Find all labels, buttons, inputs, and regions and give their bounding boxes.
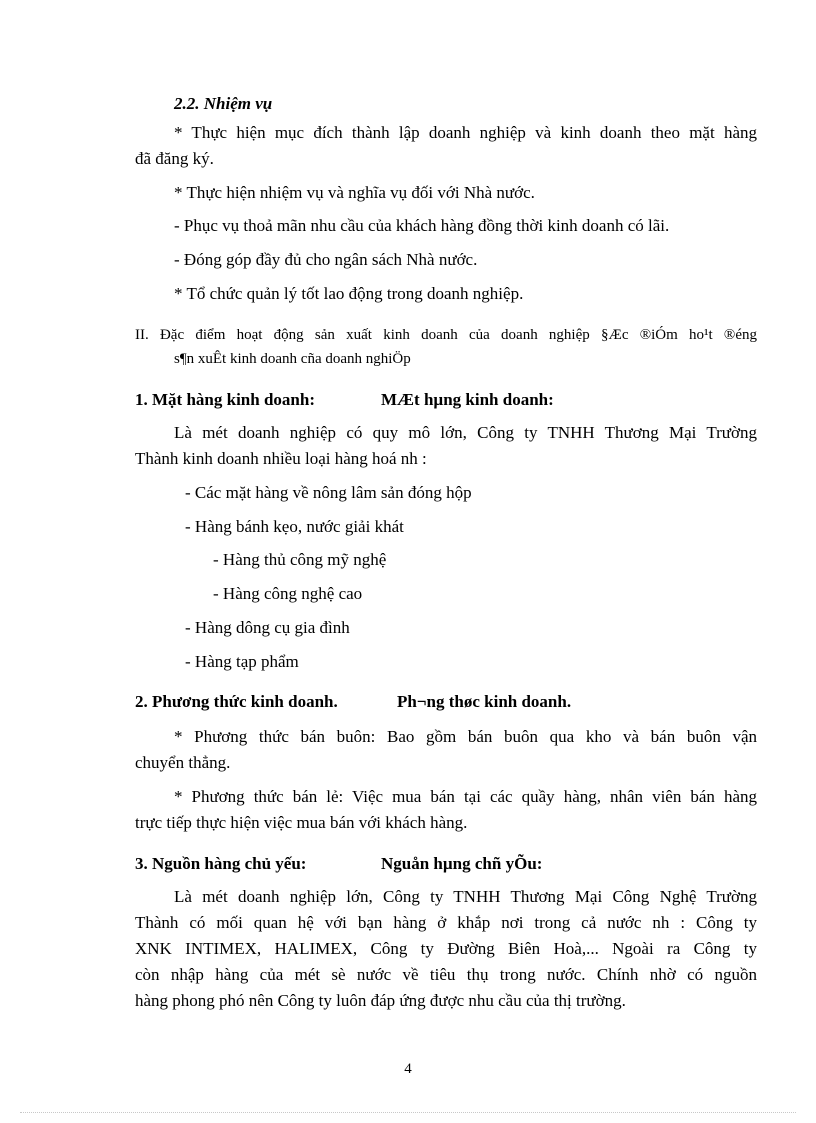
paragraph-line: chuyển thẳng.: [135, 753, 231, 772]
paragraph-line: Thành kinh doanh nhiều loại hàng hoá nh :: [135, 449, 427, 468]
paragraph-line: còn nhập hàng của mét sè nước về tiêu thụ trong nước. Chính nhờ có nguồn: [135, 965, 757, 984]
list-item: - Phục vụ thoả mãn nhu cầu của khách hàng đồng thời kinh doanh có lãi.: [174, 216, 670, 235]
paragraph-line: Là mét doanh nghiệp có quy mô lớn, Công ty TNHH Thương Mại Trường: [174, 423, 757, 442]
list-item: - Đóng góp đầy đủ cho ngân sách Nhà nước.: [174, 250, 478, 269]
page-number: 4: [404, 1061, 412, 1077]
list-item: * Tổ chức quản lý tốt lao động trong doanh nghiệp.: [174, 284, 524, 303]
list-item: - Các mặt hàng về nông lâm sản đóng hộp: [185, 483, 472, 502]
section-heading-2-garbled: Ph¬ng thøc kinh doanh.: [397, 692, 572, 711]
section-heading-1-garbled: MÆt hµng kinh doanh:: [381, 390, 554, 409]
paragraph-line: * Thực hiện mục đích thành lập doanh nghiệp và kinh doanh theo mặt hàng: [174, 123, 757, 142]
section-heading-2-2: 2.2. Nhiệm vụ: [174, 94, 273, 113]
list-item: * Thực hiện nhiệm vụ và nghĩa vụ đối với Nhà nước.: [174, 183, 535, 202]
paragraph-line: * Phương thức bán buôn: Bao gồm bán buôn qua kho và bán buôn vận: [174, 727, 757, 746]
list-item: - Hàng dông cụ gia đình: [185, 618, 350, 637]
list-item: - Hàng thủ công mỹ nghệ: [213, 550, 387, 569]
section-heading-II: II. Đặc điểm hoạt động sản xuất kinh doanh của doanh nghiệp §Æc ®iÓm ho¹t ®éng: [135, 327, 757, 343]
paragraph-line: đã đăng ký.: [135, 149, 214, 168]
paragraph-line: Thành có mối quan hệ với bạn hàng ở khắp nơi trong cả nước nh : Công ty: [135, 913, 757, 932]
section-heading-2: 2. Phương thức kinh doanh.: [135, 692, 338, 711]
section-heading-II-continued: s¶n xuÊt kinh doanh cña doanh nghiÖp: [174, 351, 411, 367]
paragraph-line: * Phương thức bán lẻ: Việc mua bán tại các quầy hàng, nhân viên bán hàng: [174, 787, 757, 806]
list-item: - Hàng bánh kẹo, nước giải khát: [185, 517, 404, 536]
paragraph-line: trực tiếp thực hiện việc mua bán với khách hàng.: [135, 813, 468, 832]
list-item: - Hàng tạp phẩm: [185, 652, 299, 671]
paragraph-line: Là mét doanh nghiệp lớn, Công ty TNHH Thương Mại Công Nghệ Trường: [174, 887, 757, 906]
page-bottom-divider: [20, 1112, 796, 1113]
section-heading-1: 1. Mặt hàng kinh doanh:: [135, 390, 315, 409]
list-item: - Hàng công nghệ cao: [213, 584, 363, 603]
paragraph-line: hàng phong phó nên Công ty luôn đáp ứng được nhu cầu của thị trường.: [135, 991, 626, 1010]
section-heading-3-garbled: Nguån hµng chñ yÕu:: [381, 854, 543, 873]
section-heading-3: 3. Nguồn hàng chủ yếu:: [135, 854, 307, 873]
paragraph-line: XNK INTIMEX, HALIMEX, Công ty Đường Biên Hoà,... Ngoài ra Công ty: [135, 939, 757, 958]
